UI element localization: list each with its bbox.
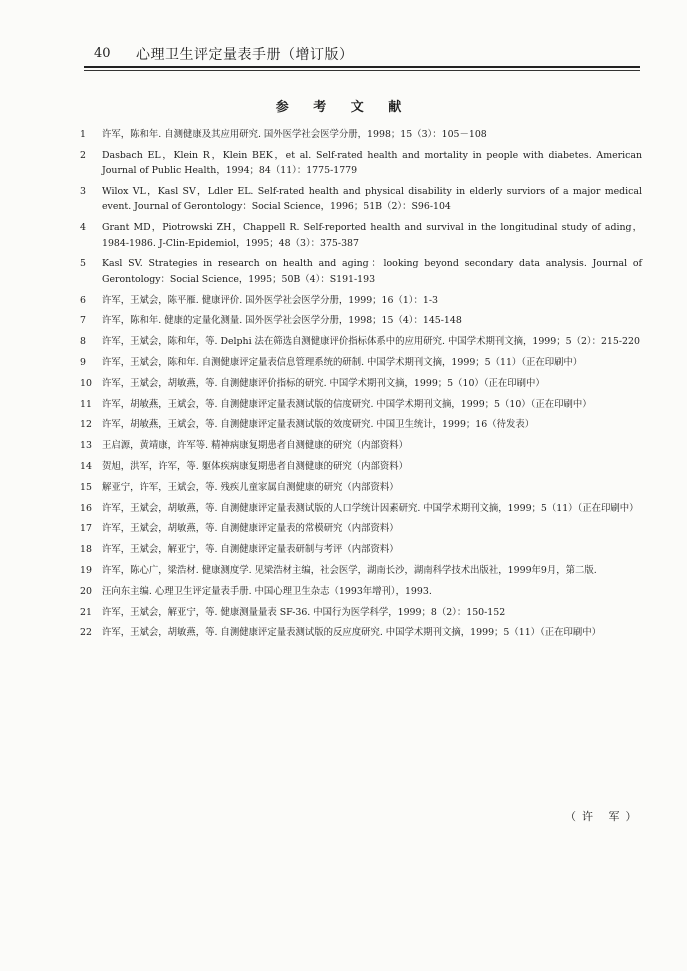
reference-text: 许军，王斌会，解亚宁，等. 自测健康评定量表研制与考评（内部资料） xyxy=(102,544,399,556)
reference-number: 16 xyxy=(80,502,92,514)
header-rule-thin xyxy=(84,70,640,71)
reference-number: 2 xyxy=(80,149,86,161)
reference-item xyxy=(80,127,642,142)
page-number: 40 xyxy=(94,46,111,61)
reference-text: 许军，陈和年. 自测健康及其应用研究. 国外医学社会医学分册，1998；15（3）：105－108 xyxy=(102,129,487,140)
reference-number: 13 xyxy=(80,440,92,452)
reference-number: 15 xyxy=(80,481,92,493)
reference-item xyxy=(80,625,642,640)
reference-text: Grant MD，Piotrowski ZH，Chappell R. Self-reported health and survival in the longitudinal study of ading，1984-1986. J-Clin-Epidemiol，1995；48（3）：375-387 xyxy=(102,222,642,249)
reference-text: 王启源，黄靖康，许军等. 精神病康复期患者自测健康的研究（内部资料） xyxy=(102,440,408,452)
running-title: 心理卫生评定量表手册（增订版） xyxy=(136,47,354,63)
reference-number: 12 xyxy=(80,419,92,431)
section-title: 参 考 文 献 xyxy=(275,100,412,115)
reference-item xyxy=(80,184,642,215)
reference-number: 6 xyxy=(80,294,86,306)
reference-item xyxy=(80,313,642,328)
reference-text: 许军，王斌会，陈和年. 自测健康评定量表信息管理系统的研制. 中国学术期刊文摘，1999；5（11）（正在印刷中） xyxy=(102,357,583,368)
reference-text: 许军，王斌会，解亚宁，等. 健康测量量表 SF-36. 中国行为医学科学，1999；8（2）：150-152 xyxy=(102,606,506,618)
reference-item xyxy=(80,542,642,557)
reference-text: 许军，陈和年. 健康的定量化测量. 国外医学社会医学分册，1998；15（4）：145-148 xyxy=(102,315,462,327)
reference-text: Kasl SV. Strategies in research on health and aging：looking beyond secondary data analysis. Journal of Gerontology：Social Science，1995；50B（4）：S191-193 xyxy=(102,258,642,285)
reference-number: 5 xyxy=(80,258,86,270)
reference-number: 4 xyxy=(80,222,86,234)
reference-number: 7 xyxy=(80,315,86,327)
reference-number: 10 xyxy=(80,377,92,389)
reference-item xyxy=(80,417,642,432)
reference-text: 许军，王斌会，陈平雁. 健康评价. 国外医学社会医学分册，1999；16（1）：1-3 xyxy=(102,294,438,306)
reference-item xyxy=(80,376,642,391)
author-signature: （许 军） xyxy=(565,810,643,823)
reference-item xyxy=(80,334,642,349)
reference-number: 19 xyxy=(80,564,92,576)
reference-number: 21 xyxy=(80,606,92,618)
reference-number: 8 xyxy=(80,336,86,348)
reference-item xyxy=(80,397,642,412)
reference-text: 许军，胡敏燕，王斌会，等. 自测健康评定量表测试版的效度研究. 中国卫生统计，1999；16（待发表） xyxy=(102,419,535,431)
reference-item xyxy=(80,521,642,536)
reference-list xyxy=(80,127,642,646)
reference-number: 20 xyxy=(80,585,92,597)
reference-number: 18 xyxy=(80,544,92,556)
reference-item xyxy=(80,438,642,453)
header-rule-thick xyxy=(84,66,640,68)
reference-item xyxy=(80,480,642,495)
reference-text: 汪向东主编. 心理卫生评定量表手册. 中国心理卫生杂志（1993年增刊），1993. xyxy=(102,585,432,597)
reference-item xyxy=(80,355,642,370)
reference-item xyxy=(80,563,642,578)
reference-number: 1 xyxy=(80,129,86,140)
reference-text: 许军，陈心广，梁浩材. 健康测度学. 见梁浩材主编，社会医学，湖南长沙，湖南科学技术出版社，1999年9月，第二版. xyxy=(102,564,597,576)
reference-item xyxy=(80,459,642,474)
page-header xyxy=(84,44,640,66)
reference-item xyxy=(80,148,642,179)
reference-text: 许军，王斌会，陈和年，等. Delphi 法在筛选自测健康评价指标体系中的应用研究. 中国学术期刊文摘，1999；5（2）：215-220 xyxy=(102,336,640,348)
reference-item xyxy=(80,256,642,287)
reference-text: 许军，王斌会，胡敏燕，等. 自测健康评定量表的常模研究（内部资料） xyxy=(102,523,399,535)
reference-text: Wilox VL，Kasl SV，Ldler EL. Self-rated health and physical disability in elderly surviors of a major medical event. Journal of Gerontology：Social Science，1996；51B（2）：S96-104 xyxy=(102,186,642,213)
reference-text: 许军，王斌会，胡敏燕，等. 自测健康评定量表测试版的人口学统计因素研究. 中国学术期刊文摘，1999；5（11）（正在印刷中） xyxy=(102,502,639,514)
reference-text: 许军，王斌会，胡敏燕，等. 自测健康评定量表测试版的反应度研究. 中国学术期刊文摘，1999；5（11）（正在印刷中） xyxy=(102,627,601,639)
reference-item xyxy=(80,293,642,308)
reference-item xyxy=(80,220,642,251)
reference-text: 许军，胡敏燕，王斌会，等. 自测健康评定量表测试版的信度研究. 中国学术期刊文摘，1999；5（10）（正在印刷中） xyxy=(102,398,592,410)
reference-number: 11 xyxy=(80,398,92,410)
reference-number: 14 xyxy=(80,460,92,472)
reference-text: 许军，王斌会，胡敏燕，等. 自测健康评价指标的研究. 中国学术期刊文摘，1999；5（10）（正在印刷中） xyxy=(102,377,545,389)
reference-item xyxy=(80,584,642,599)
reference-number: 3 xyxy=(80,186,86,197)
reference-item xyxy=(80,501,642,516)
reference-number: 22 xyxy=(80,627,92,639)
reference-item xyxy=(80,605,642,620)
reference-text: 解亚宁，许军，王斌会，等. 残疾儿童家属自测健康的研究（内部资料） xyxy=(102,481,399,493)
reference-text: 贺旭，洪军，许军，等. 躯体疾病康复期患者自测健康的研究（内部资料） xyxy=(102,460,408,472)
reference-number: 17 xyxy=(80,523,92,535)
reference-number: 9 xyxy=(80,357,86,368)
reference-text: Dasbach EL，Klein R，Klein BEK，et al. Self-rated health and mortality in people with diabetes. American Journal of Public Health，1994；84（11）：1775-1779 xyxy=(102,149,642,177)
